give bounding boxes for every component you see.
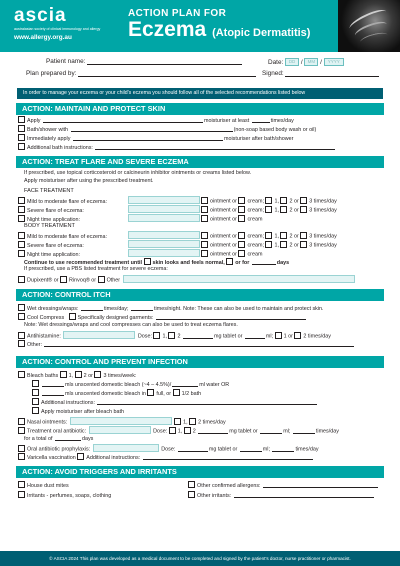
treat-intro-2: Apply moisturiser after using the prescribed treatment. xyxy=(24,178,154,184)
body-severe-ointment-cb[interactable] xyxy=(201,241,208,248)
ml-water-label: ml water OR xyxy=(199,382,230,388)
dust-mites-checkbox[interactable] xyxy=(18,481,25,488)
times-day-label: times/day xyxy=(270,118,294,124)
section-treat-title: ACTION: TREAT FLARE AND SEVERE ECZEMA xyxy=(16,156,384,168)
bleach-label: Bleach baths xyxy=(27,373,59,379)
bleach-mls-a-label: mls unscented domestic bleach (~4 – 4.5%)/ xyxy=(65,382,172,388)
dust-mites-label: House dust mites xyxy=(27,483,69,489)
bleach-additional-label: Additional instructions: xyxy=(41,400,95,406)
irritants-label: Irritants - perfumes, soaps, clothing xyxy=(27,493,112,499)
nasal-checkbox[interactable] xyxy=(18,418,25,425)
bleach-2-cb[interactable] xyxy=(75,371,82,378)
body-mild-field[interactable] xyxy=(128,231,200,239)
bleach-additional-cb[interactable] xyxy=(32,398,39,405)
face-mild-cream-cb[interactable] xyxy=(238,197,245,204)
prepared-by-label: Plan prepared by: xyxy=(26,70,77,77)
after-bath-label: moisturiser after bath/shower xyxy=(223,136,294,142)
face-mild-ointment-cb[interactable] xyxy=(201,197,208,204)
cool-compress-label: Cool Compress xyxy=(27,315,65,321)
itch-other-field[interactable] xyxy=(44,341,354,347)
wet-dressing-checkbox[interactable] xyxy=(18,304,25,311)
oral-antibiotic-label: Treatment oral antibiotic: xyxy=(27,428,87,435)
two-label: 2 xyxy=(192,428,196,435)
garments-field[interactable] xyxy=(156,314,306,320)
two-or-label: 2 or xyxy=(289,198,299,205)
body-severe-2-cb[interactable] xyxy=(280,241,287,248)
oral-1-cb[interactable] xyxy=(169,427,176,434)
bleach-water-field[interactable] xyxy=(172,381,198,387)
mg-tablet-label: mg tablet or xyxy=(208,446,238,453)
bleach-3-cb[interactable] xyxy=(94,371,101,378)
title-big xyxy=(128,19,310,44)
ml-label: ml; xyxy=(262,446,270,453)
face-severe-1-cb[interactable] xyxy=(265,206,272,213)
additional-bath-field[interactable] xyxy=(95,144,335,150)
section-itch-title: ACTION: CONTROL ITCH xyxy=(16,289,384,301)
bleach-ml-cb[interactable] xyxy=(32,380,39,387)
face-severe-ointment-cb[interactable] xyxy=(201,206,208,213)
bath-product-field[interactable] xyxy=(71,126,233,132)
for-label: or for xyxy=(235,260,250,266)
face-severe-label: Severe flare of eczema: xyxy=(27,207,84,214)
two-or-label: 2 or xyxy=(83,373,93,379)
body-mild-checkbox[interactable] xyxy=(18,232,25,239)
antihist-2-cb[interactable] xyxy=(168,332,175,339)
bleach-1-cb[interactable] xyxy=(60,371,67,378)
half-bath-label: 1/2 bath xyxy=(181,391,202,397)
other-irritants-checkbox[interactable] xyxy=(188,491,195,498)
intro-banner: In order to manage your eczema or your child's eczema you should follow all of the selected recommendations listed below xyxy=(17,88,383,99)
days-label: days xyxy=(81,436,94,442)
antihist-2times-cb[interactable] xyxy=(294,332,301,339)
half-bath-cb[interactable] xyxy=(173,389,180,396)
date-label: Date: xyxy=(268,59,284,66)
antihistamine-checkbox[interactable] xyxy=(18,332,25,339)
three-label: 3 times/day xyxy=(309,233,337,240)
face-night-cream-cb[interactable] xyxy=(238,215,245,222)
nasal-2-cb[interactable] xyxy=(189,418,196,425)
two-times-label: 2 times/day xyxy=(303,333,331,340)
body-treatment-heading: BODY TREATMENT xyxy=(24,223,75,229)
allergens-label: Other confirmed allergens: xyxy=(197,483,261,489)
itch-other-checkbox[interactable] xyxy=(18,340,25,347)
patient-name-field[interactable] xyxy=(87,58,242,65)
antihist-mg-field[interactable] xyxy=(183,333,213,339)
cream-label: cream xyxy=(247,216,263,223)
oral-antibiotic-checkbox[interactable] xyxy=(18,427,25,434)
mg-tablet-label: mg tablet or xyxy=(213,333,243,340)
face-severe-2-cb[interactable] xyxy=(280,206,287,213)
bleach-mls-b-label: mls unscented domestic bleach in xyxy=(65,391,146,397)
body-night-ointment-cb[interactable] xyxy=(201,250,208,257)
nasal-label: Nasal ointments: xyxy=(27,419,68,426)
face-mild-field[interactable] xyxy=(128,196,200,204)
body-mild-1-cb[interactable] xyxy=(265,232,272,239)
times-day-label: times/day xyxy=(295,446,319,453)
wet-day-field[interactable] xyxy=(81,305,103,311)
full-or-label: full, or xyxy=(156,391,172,397)
date-day-field[interactable]: DD xyxy=(285,58,299,66)
apply-after-bleach-cb[interactable] xyxy=(32,407,39,414)
ointment-or-label: ointment or xyxy=(210,233,237,240)
bath-label: Bath/shower with xyxy=(27,127,69,133)
irritants-checkbox[interactable] xyxy=(18,491,25,498)
one-label: 1, xyxy=(274,207,279,214)
varicella-checkbox[interactable] xyxy=(18,453,25,460)
date-year-field[interactable]: YYYY xyxy=(324,58,344,66)
days-field[interactable] xyxy=(252,259,276,265)
days-label: days xyxy=(276,260,290,266)
itch-note: Note: Wet dressings/wraps and cool compresses can also be used to treat eczema flares. xyxy=(24,322,238,328)
body-mild-cream-cb[interactable] xyxy=(238,232,245,239)
pbs-other-field[interactable] xyxy=(123,275,355,283)
patient-name-label: Patient name: xyxy=(46,58,86,65)
wet-night-field[interactable] xyxy=(131,305,153,311)
footer: © ASCIA 2024 This plan was developed as a medical document to be completed and signed by the patient's doctor, nurse practitioner or pharmacist. xyxy=(0,551,400,566)
for-days-checkbox[interactable] xyxy=(226,258,233,265)
times-field[interactable] xyxy=(252,117,270,123)
cream-label: cream; xyxy=(247,207,264,214)
prophylaxis-field[interactable] xyxy=(93,444,159,452)
varicella-additional-label: Additional instructions: xyxy=(86,455,141,461)
bleach-ml-field[interactable] xyxy=(42,381,64,387)
ointment-or-label: ointment or xyxy=(210,198,237,205)
cream-label: cream; xyxy=(247,242,264,249)
total-label: for a total of xyxy=(24,436,53,442)
oral-ml-field[interactable] xyxy=(260,428,282,434)
bleach-bath-ml-field[interactable] xyxy=(42,390,64,396)
oral-antibiotic-field[interactable] xyxy=(89,426,151,434)
one-label: 1, xyxy=(183,419,188,426)
cream-label: cream; xyxy=(247,233,264,240)
wet-times-night: times/night. xyxy=(154,306,182,312)
bleach-additional-field[interactable] xyxy=(97,399,317,405)
proph-mg-field[interactable] xyxy=(178,446,208,452)
proph-times-field[interactable] xyxy=(272,446,294,452)
prepared-by-field[interactable] xyxy=(78,70,256,77)
antihist-ml-field[interactable] xyxy=(245,333,265,339)
apply-checkbox[interactable] xyxy=(18,116,25,123)
title-paren: (Atopic Dermatitis) xyxy=(212,27,311,39)
one-label: 1, xyxy=(274,242,279,249)
cream-label: cream; xyxy=(247,198,264,205)
until-normal-label: skin looks and feels normal, xyxy=(152,260,225,266)
one-label: 1, xyxy=(162,333,167,340)
varicella-additional-cb[interactable] xyxy=(77,453,84,460)
face-mild-checkbox[interactable] xyxy=(18,197,25,204)
ml-label: ml; xyxy=(265,333,274,340)
dupixent-label: Dupixent® or xyxy=(27,277,59,284)
three-label: 3 times/day xyxy=(309,198,337,205)
allergens-checkbox[interactable] xyxy=(188,481,195,488)
dose-label: Dose: xyxy=(153,428,168,435)
two-or-label: 2 or xyxy=(289,207,299,214)
times-day-label: times/day xyxy=(315,428,339,435)
immediately-label: Immediately apply xyxy=(27,136,71,142)
non-soap-label: (non-soap based body wash or oil) xyxy=(233,127,317,133)
title-eczema: Eczema xyxy=(128,18,207,41)
face-mild-label: Mild to moderate flare of eczema: xyxy=(27,198,107,205)
face-night-field[interactable] xyxy=(128,214,200,222)
pbs-label: If prescribed, use a PBS listed treatment for severe eczema: xyxy=(24,266,168,272)
face-severe-field[interactable] xyxy=(128,205,200,213)
face-mild-3-cb[interactable] xyxy=(300,197,307,204)
prophylaxis-label: Oral antibiotic prophylaxis: xyxy=(27,446,91,453)
ointment-or-label: ointment or xyxy=(210,207,237,214)
body-severe-3-cb[interactable] xyxy=(300,241,307,248)
face-treatment-heading: FACE TREATMENT xyxy=(24,188,74,194)
date-month-field[interactable]: MM xyxy=(304,58,318,66)
one-label: 1, xyxy=(274,233,279,240)
apply-label: Apply xyxy=(27,118,41,124)
signed-field[interactable] xyxy=(285,70,379,77)
nasal-1-cb[interactable] xyxy=(174,418,181,425)
body-night-checkbox[interactable] xyxy=(18,250,25,257)
body-mild-label: Mild to moderate flare of eczema: xyxy=(27,233,107,240)
one-label: 1, xyxy=(68,373,74,379)
oral-mg-field[interactable] xyxy=(198,428,228,434)
signed-label: Signed: xyxy=(262,70,284,77)
bleach-checkbox[interactable] xyxy=(18,371,25,378)
allergens-field[interactable] xyxy=(263,482,378,488)
face-night-checkbox[interactable] xyxy=(18,215,25,222)
two-label: 2 xyxy=(177,333,181,340)
body-severe-checkbox[interactable] xyxy=(18,241,25,248)
proph-ml-field[interactable] xyxy=(240,446,262,452)
brand-name: ascia xyxy=(14,5,67,26)
face-severe-checkbox[interactable] xyxy=(18,206,25,213)
section-maintain-title: ACTION: MAINTAIN AND PROTECT SKIN xyxy=(16,103,384,115)
title-small: ACTION PLAN FOR xyxy=(128,8,227,19)
other-irritants-field[interactable] xyxy=(234,492,374,498)
rinvoq-label: Rinvoq® or xyxy=(69,277,97,284)
face-mild-1-cb[interactable] xyxy=(265,197,272,204)
section-triggers-title: ACTION: AVOID TRIGGERS AND IRRITANTS xyxy=(16,466,384,478)
continue-label: Continue to use recommended treatment until xyxy=(24,260,143,266)
section-infection-title: ACTION: CONTROL AND PREVENT INFECTION xyxy=(16,356,384,368)
body-severe-cream-cb[interactable] xyxy=(238,241,245,248)
body-mild-2-cb[interactable] xyxy=(280,232,287,239)
org-name: australasian society of clinical immunology and allergy xyxy=(14,27,101,31)
three-label: 3 times/day xyxy=(309,242,337,249)
dose-label: Dose: xyxy=(137,333,152,340)
header-banner xyxy=(0,0,400,52)
wet-note: Note: These can also be used to maintain and protect skin. xyxy=(183,306,324,312)
bleach-bath-cb[interactable] xyxy=(32,389,39,396)
oral-2-cb[interactable] xyxy=(184,427,191,434)
body-mild-3-cb[interactable] xyxy=(300,232,307,239)
full-bath-cb[interactable] xyxy=(147,389,154,396)
treat-intro-1: If prescribed, use topical corticosteroid or calcineurin inhibitor ointments or creams listed below. xyxy=(24,170,252,176)
total-days-field[interactable] xyxy=(55,435,81,441)
wet-times-day: times/day; xyxy=(103,306,129,312)
body-night-cream-cb[interactable] xyxy=(238,250,245,257)
cool-compress-checkbox[interactable] xyxy=(18,313,25,320)
one-label: 1, xyxy=(177,428,183,435)
ointment-or-label: ointment or xyxy=(210,242,237,249)
body-night-label: Night time application: xyxy=(27,251,81,258)
additional-bath-label: Additional bath instructions: xyxy=(27,145,93,151)
until-normal-checkbox[interactable] xyxy=(144,258,151,265)
dupixent-checkbox[interactable] xyxy=(18,276,25,283)
garments-label: Specifically designed garments: xyxy=(77,315,154,321)
ointment-or-label: ointment or xyxy=(210,216,237,223)
face-night-label: Night time application: xyxy=(27,216,81,223)
itch-other-label: Other: xyxy=(27,342,42,348)
dose-label: Dose: xyxy=(161,446,176,453)
ointment-or-label: ointment or xyxy=(210,251,237,258)
two-or-label: 2 or xyxy=(289,233,299,240)
face-mild-2-cb[interactable] xyxy=(280,197,287,204)
antihistamine-label: Antihistamine: xyxy=(27,333,61,340)
ascia-logo xyxy=(14,6,126,44)
nasal-field[interactable] xyxy=(70,417,172,425)
antihist-1or-cb[interactable] xyxy=(275,332,282,339)
oral-times-field[interactable] xyxy=(293,428,315,434)
rinvoq-checkbox[interactable] xyxy=(60,276,67,283)
other-irritants-label: Other irritants: xyxy=(197,493,232,499)
bath-checkbox[interactable] xyxy=(18,125,25,132)
moist-least-label: moisturiser at least xyxy=(204,118,250,124)
antihist-1-cb[interactable] xyxy=(153,332,160,339)
varicella-label: Varicella vaccination xyxy=(27,455,76,461)
website-link[interactable]: www.allergy.org.au xyxy=(14,33,72,41)
garments-checkbox[interactable] xyxy=(69,313,76,320)
immediately-checkbox[interactable] xyxy=(18,134,25,141)
three-week-label: 3 times/week: xyxy=(103,373,137,379)
three-label: 3 times/day xyxy=(309,207,337,214)
page-title xyxy=(128,8,310,44)
prophylaxis-checkbox[interactable] xyxy=(18,445,25,452)
cream-label: cream xyxy=(247,251,263,258)
apply-after-bleach-label: Apply moisturiser after bleach bath xyxy=(41,409,124,415)
ml-label: ml; xyxy=(283,428,291,435)
body-night-field[interactable] xyxy=(128,249,200,257)
pbs-other-label: Other xyxy=(106,277,121,284)
additional-bath-checkbox[interactable] xyxy=(18,143,25,150)
mg-tablet-label: mg tablet or xyxy=(229,428,258,435)
body-severe-field[interactable] xyxy=(128,240,200,248)
face-night-ointment-cb[interactable] xyxy=(201,215,208,222)
body-severe-label: Severe flare of eczema: xyxy=(27,242,84,249)
pbs-other-checkbox[interactable] xyxy=(98,276,105,283)
one-label: 1, xyxy=(274,198,279,205)
antihistamine-field[interactable] xyxy=(63,331,135,339)
two-or-label: 2 or xyxy=(289,242,299,249)
apply-product-field[interactable] xyxy=(43,117,203,123)
immediately-field[interactable] xyxy=(73,135,223,141)
body-mild-ointment-cb[interactable] xyxy=(201,232,208,239)
face-severe-3-cb[interactable] xyxy=(300,206,307,213)
face-severe-cream-cb[interactable] xyxy=(238,206,245,213)
wet-dressing-label: Wet dressings/wraps: xyxy=(27,306,79,312)
varicella-additional-field[interactable] xyxy=(143,454,313,460)
two-times-label: 2 times/day xyxy=(198,419,226,426)
body-severe-1-cb[interactable] xyxy=(265,241,272,248)
one-or-label: 1 or xyxy=(283,333,293,340)
skin-photo xyxy=(338,0,400,52)
